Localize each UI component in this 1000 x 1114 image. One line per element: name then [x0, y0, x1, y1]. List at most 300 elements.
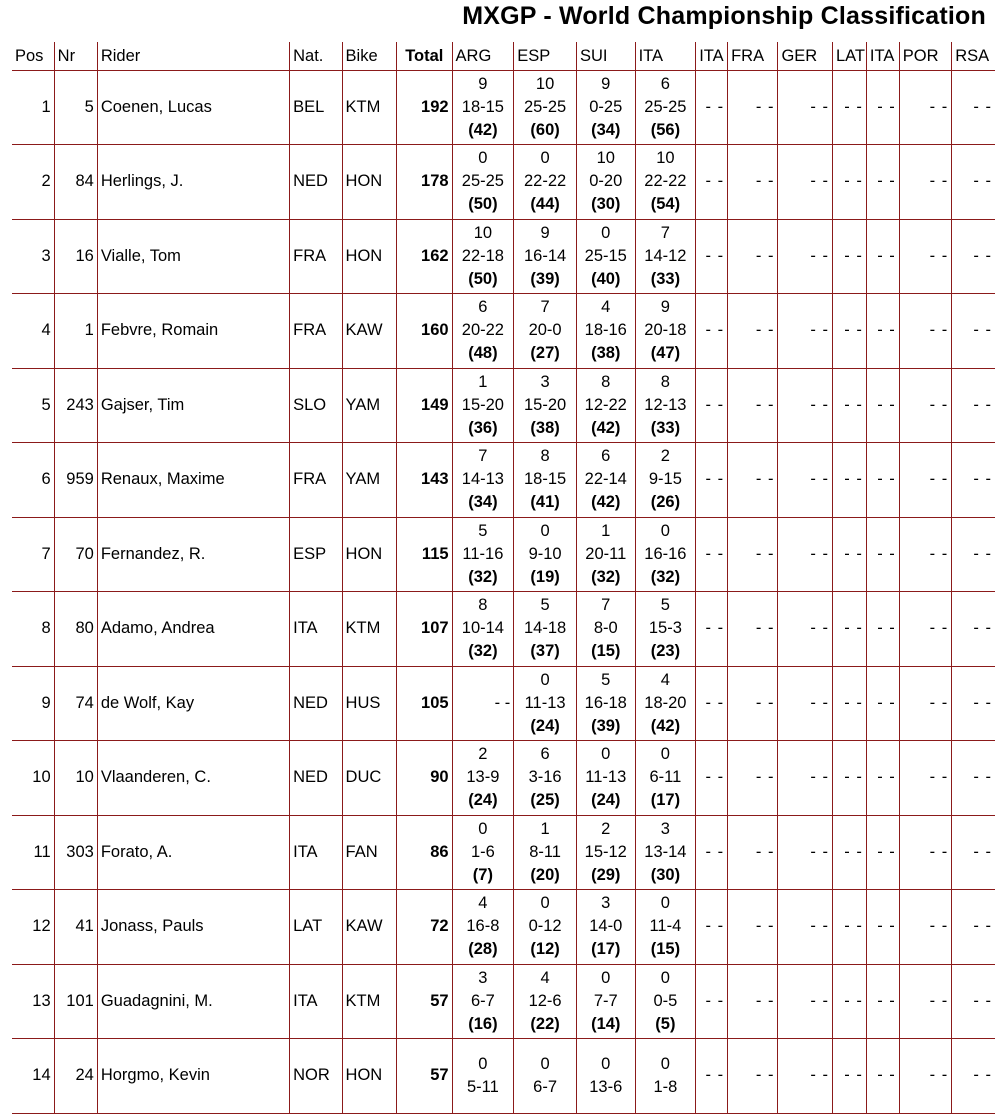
race-gp: 3 — [660, 819, 670, 838]
nr-cell: 243 — [54, 368, 97, 443]
race-heats: 11-4 — [649, 917, 682, 936]
total-cell: 57 — [397, 964, 453, 1039]
future-race-cell: - - — [952, 294, 995, 369]
race-gp: 5 — [540, 596, 550, 615]
race-points: (37) — [530, 642, 560, 661]
race-points: (26) — [650, 493, 681, 512]
race-heats: 11-16 — [462, 544, 504, 563]
race-cell — [576, 368, 635, 443]
race-cell — [576, 741, 635, 816]
future-race-cell: - - — [778, 666, 832, 741]
race-heats: 14-18 — [523, 619, 567, 638]
race-heats: 15-20 — [461, 395, 504, 414]
race-heats: 13-6 — [589, 1077, 623, 1096]
race-cell — [452, 592, 514, 667]
future-race-cell: - - — [696, 294, 728, 369]
rider-cell: Vlaanderen, C. — [97, 741, 289, 816]
table-row — [12, 145, 995, 220]
race-gp: 1 — [601, 521, 611, 540]
header-future-race-3: LAT — [832, 42, 866, 70]
race-gp: 8 — [540, 447, 550, 466]
race-cell — [576, 70, 635, 145]
future-race-cell: - - — [866, 517, 899, 592]
future-race-cell: - - — [952, 70, 995, 145]
future-race-cell: - - — [952, 1039, 995, 1114]
race-heats: 1-8 — [653, 1077, 678, 1096]
race-heats: 0-20 — [589, 172, 623, 191]
future-race-cell: - - — [778, 368, 832, 443]
total-cell: 86 — [397, 815, 453, 890]
race-cell — [635, 666, 696, 741]
future-race-cell: - - — [866, 219, 899, 294]
race-points: (42) — [591, 418, 621, 437]
bike-cell: HON — [342, 1039, 396, 1114]
race-cell — [635, 517, 696, 592]
race-heats: 22-14 — [584, 470, 627, 489]
race-cell — [452, 294, 514, 369]
race-gp: 0 — [540, 1054, 550, 1073]
race-heats: 10-14 — [461, 619, 504, 638]
race-heats: 8-0 — [593, 619, 618, 638]
future-race-cell: - - — [866, 70, 899, 145]
total-cell: 143 — [397, 443, 453, 518]
nat-cell: NOR — [290, 1039, 342, 1114]
race-cell — [635, 815, 696, 890]
future-race-cell: - - — [728, 517, 778, 592]
pos-cell: 4 — [12, 294, 54, 369]
race-points: (36) — [468, 418, 498, 437]
race-gp: 9 — [660, 298, 670, 317]
nr-cell: 10 — [54, 741, 97, 816]
header-future-race-0: ITA — [696, 42, 728, 70]
race-cell — [452, 741, 514, 816]
future-race-cell: - - — [866, 964, 899, 1039]
nat-cell: NED — [290, 666, 342, 741]
race-gp: 0 — [601, 223, 611, 242]
race-points: (40) — [591, 269, 621, 288]
race-heats: 9-15 — [648, 470, 682, 489]
race-gp: 1 — [540, 819, 550, 838]
header-future-race-1: FRA — [728, 42, 778, 70]
classification-table — [12, 42, 995, 1114]
race-points: (42) — [650, 716, 681, 735]
race-gp: 7 — [660, 223, 670, 242]
future-race-cell: - - — [899, 666, 951, 741]
header-rider: Rider — [97, 42, 289, 70]
nat-cell: ITA — [290, 815, 342, 890]
rider-cell: de Wolf, Kay — [97, 666, 289, 741]
rider-cell: Coenen, Lucas — [97, 70, 289, 145]
future-race-cell: - - — [952, 964, 995, 1039]
race-points: (39) — [530, 269, 560, 288]
future-race-cell: - - — [952, 890, 995, 965]
race-points: (7) — [472, 865, 493, 884]
table-row — [12, 70, 995, 145]
future-race-cell: - - — [952, 666, 995, 741]
bike-cell: FAN — [342, 815, 396, 890]
future-race-cell: - - — [696, 964, 728, 1039]
race-points: (17) — [650, 791, 681, 810]
bike-cell: HUS — [342, 666, 396, 741]
race-gp: 6 — [660, 74, 670, 93]
race-cell — [452, 368, 514, 443]
race-gp: 5 — [478, 521, 488, 540]
race-heats: 6-11 — [649, 768, 682, 787]
rider-cell: Renaux, Maxime — [97, 443, 289, 518]
race-points: (24) — [530, 716, 560, 735]
bike-cell: HON — [342, 219, 396, 294]
race-heats: 12-6 — [528, 991, 562, 1010]
future-race-cell: - - — [778, 443, 832, 518]
race-cell — [452, 219, 514, 294]
table-row — [12, 368, 995, 443]
race-heats: 18-15 — [461, 97, 504, 116]
future-race-cell: - - — [866, 666, 899, 741]
race-points: (20) — [530, 865, 560, 884]
header-future-race-2: GER — [778, 42, 832, 70]
total-cell: 162 — [397, 219, 453, 294]
future-race-cell: - - — [952, 219, 995, 294]
race-gp: 0 — [478, 1054, 488, 1073]
future-race-cell: - - — [728, 443, 778, 518]
race-heats: 16-16 — [644, 544, 687, 563]
race-points: (32) — [591, 567, 621, 586]
race-heats: 16-18 — [584, 693, 627, 712]
race-cell — [452, 145, 514, 220]
nr-cell: 24 — [54, 1039, 97, 1114]
race-gp: 0 — [540, 149, 550, 168]
race-heats: 1-6 — [470, 842, 495, 861]
race-cell — [514, 592, 577, 667]
race-gp: 2 — [478, 745, 488, 764]
table-body — [12, 70, 995, 1113]
nat-cell: FRA — [290, 294, 342, 369]
future-race-cell: - - — [728, 294, 778, 369]
race-cell — [452, 443, 514, 518]
future-race-cell: - - — [696, 368, 728, 443]
race-heats: 9-10 — [528, 544, 562, 563]
race-heats: 18-20 — [644, 693, 687, 712]
future-race-cell: - - — [778, 294, 832, 369]
race-gp: 7 — [540, 298, 550, 317]
rider-cell: Forato, A. — [97, 815, 289, 890]
future-race-cell: - - — [832, 517, 866, 592]
total-cell: 105 — [397, 666, 453, 741]
bike-cell: KAW — [342, 294, 396, 369]
rider-cell: Jonass, Pauls — [97, 890, 289, 965]
race-points: (42) — [468, 120, 498, 139]
race-gp: 10 — [596, 149, 615, 168]
future-race-cell: - - — [866, 592, 899, 667]
future-race-cell: - - — [696, 666, 728, 741]
race-gp: 6 — [478, 298, 488, 317]
header-nr: Nr — [54, 42, 97, 70]
race-heats: 12-13 — [644, 395, 687, 414]
race-heats: 20-18 — [644, 321, 687, 340]
future-race-cell: - - — [696, 592, 728, 667]
race-gp: 9 — [540, 223, 550, 242]
table-row — [12, 219, 995, 294]
nr-cell: 41 — [54, 890, 97, 965]
bike-cell: HON — [342, 517, 396, 592]
table-row — [12, 1039, 995, 1114]
race-points: (44) — [530, 195, 560, 214]
nat-cell: FRA — [290, 443, 342, 518]
future-race-cell: - - — [696, 815, 728, 890]
race-points: (38) — [591, 344, 621, 363]
future-race-cell: - - — [832, 70, 866, 145]
future-race-cell: - - — [778, 890, 832, 965]
nat-cell: LAT — [290, 890, 342, 965]
race-cell — [514, 443, 577, 518]
future-race-cell: - - — [866, 815, 899, 890]
pos-cell: 13 — [12, 964, 54, 1039]
table-row — [12, 517, 995, 592]
table-row — [12, 666, 995, 741]
future-race-cell: - - — [832, 443, 866, 518]
nr-cell: 80 — [54, 592, 97, 667]
rider-cell: Gajser, Tim — [97, 368, 289, 443]
pos-cell: 10 — [12, 741, 54, 816]
race-points: (30) — [591, 195, 621, 214]
future-race-cell: - - — [778, 145, 832, 220]
race-cell — [576, 964, 635, 1039]
race-points: (15) — [591, 642, 621, 661]
total-cell: 57 — [397, 1039, 453, 1114]
future-race-cell: - - — [899, 741, 951, 816]
future-race-cell: - - — [899, 70, 951, 145]
race-heats: 25-25 — [523, 97, 567, 116]
race-cell — [635, 145, 696, 220]
race-gp: 8 — [660, 372, 670, 391]
race-cell — [514, 1039, 577, 1114]
race-heats: 14-12 — [644, 246, 687, 265]
nr-cell: 74 — [54, 666, 97, 741]
race-cell — [452, 815, 514, 890]
race-heats: 20-0 — [528, 321, 562, 340]
future-race-cell: - - — [778, 70, 832, 145]
future-race-cell: - - — [696, 890, 728, 965]
race-gp: 3 — [478, 968, 488, 987]
race-gp: 0 — [660, 745, 670, 764]
race-points: (29) — [591, 865, 621, 884]
table-row — [12, 294, 995, 369]
race-points: (24) — [468, 791, 498, 810]
table-row — [12, 443, 995, 518]
race-points: (34) — [591, 120, 621, 139]
race-heats: 11-13 — [585, 768, 627, 787]
race-points: (25) — [530, 791, 560, 810]
race-cell — [635, 890, 696, 965]
race-heats: 14-13 — [461, 470, 504, 489]
race-cell — [576, 294, 635, 369]
bike-cell: YAM — [342, 443, 396, 518]
future-race-cell: - - — [899, 1039, 951, 1114]
header-race-1: ESP — [514, 42, 577, 70]
future-race-cell: - - — [866, 741, 899, 816]
future-race-cell: - - — [899, 592, 951, 667]
race-cell — [452, 964, 514, 1039]
future-race-cell: - - — [696, 741, 728, 816]
bike-cell: YAM — [342, 368, 396, 443]
future-race-cell: - - — [866, 368, 899, 443]
table-row — [12, 890, 995, 965]
race-cell — [576, 443, 635, 518]
future-race-cell: - - — [899, 368, 951, 443]
future-race-cell: - - — [728, 666, 778, 741]
race-points: (17) — [591, 940, 621, 959]
table-header — [12, 42, 995, 70]
race-gp: 7 — [478, 447, 488, 466]
header-race-0: ARG — [452, 42, 514, 70]
future-race-cell: - - — [899, 517, 951, 592]
race-heats: 22-18 — [461, 246, 504, 265]
future-race-cell: - - — [728, 368, 778, 443]
race-heats: 22-22 — [523, 172, 567, 191]
future-race-cell: - - — [899, 815, 951, 890]
future-race-cell: - - — [832, 741, 866, 816]
race-points: (33) — [650, 418, 681, 437]
race-gp: 10 — [656, 149, 675, 168]
total-cell: 160 — [397, 294, 453, 369]
race-gp: 9 — [478, 74, 488, 93]
future-race-cell: - - — [696, 219, 728, 294]
race-points: (32) — [650, 567, 681, 586]
header-race-3: ITA — [635, 42, 696, 70]
race-heats: 18-16 — [584, 321, 627, 340]
race-gp: 3 — [540, 372, 550, 391]
race-cell — [635, 70, 696, 145]
future-race-cell: - - — [728, 145, 778, 220]
future-race-cell: - - — [899, 443, 951, 518]
race-heats: 0-25 — [589, 97, 623, 116]
future-race-cell: - - — [866, 1039, 899, 1114]
race-gp: 2 — [660, 447, 670, 466]
future-race-cell: - - — [728, 964, 778, 1039]
future-race-cell: - - — [832, 219, 866, 294]
future-race-cell: - - — [832, 1039, 866, 1114]
nr-cell: 101 — [54, 964, 97, 1039]
race-heats: 25-25 — [644, 97, 687, 116]
race-heats: 6-7 — [533, 1077, 558, 1096]
total-cell: 72 — [397, 890, 453, 965]
race-cell — [452, 70, 514, 145]
race-gp: 7 — [601, 596, 611, 615]
future-race-cell: - - — [952, 517, 995, 592]
header-future-race-5: POR — [899, 42, 951, 70]
future-race-cell: - - — [728, 70, 778, 145]
race-gp: 8 — [478, 596, 488, 615]
future-race-cell: - - — [832, 890, 866, 965]
race-gp: 0 — [540, 894, 550, 913]
future-race-cell: - - — [832, 964, 866, 1039]
race-points: (34) — [468, 493, 498, 512]
race-gp: 0 — [660, 521, 670, 540]
future-race-cell: - - — [696, 145, 728, 220]
race-cell — [514, 666, 577, 741]
future-race-cell: - - — [866, 294, 899, 369]
race-cell — [514, 294, 577, 369]
future-race-cell: - - — [696, 443, 728, 518]
race-heats: 20-22 — [461, 321, 504, 340]
future-race-cell: - - — [952, 592, 995, 667]
future-race-cell: - - — [778, 741, 832, 816]
race-gp: 5 — [601, 670, 611, 689]
race-cell-empty: - - — [452, 666, 514, 741]
nat-cell: ITA — [290, 964, 342, 1039]
nr-cell: 303 — [54, 815, 97, 890]
nat-cell: BEL — [290, 70, 342, 145]
pos-cell: 2 — [12, 145, 54, 220]
nat-cell: ESP — [290, 517, 342, 592]
bike-cell: HON — [342, 145, 396, 220]
future-race-cell: - - — [899, 219, 951, 294]
header-row — [12, 42, 995, 70]
race-cell — [514, 368, 577, 443]
race-points: (50) — [468, 195, 498, 214]
header-future-race-6: RSA — [952, 42, 995, 70]
pos-cell: 3 — [12, 219, 54, 294]
race-heats: 15-3 — [648, 619, 682, 638]
pos-cell: 6 — [12, 443, 54, 518]
race-points: (56) — [650, 120, 681, 139]
bike-cell: DUC — [342, 741, 396, 816]
nr-cell: 16 — [54, 219, 97, 294]
pos-cell: 1 — [12, 70, 54, 145]
race-cell — [514, 219, 577, 294]
race-points: (30) — [650, 865, 681, 884]
total-cell: 178 — [397, 145, 453, 220]
future-race-cell: - - — [696, 517, 728, 592]
race-heats: 14-0 — [589, 917, 623, 936]
future-race-cell: - - — [952, 741, 995, 816]
race-heats: 6-7 — [470, 991, 495, 1010]
race-heats: 20-11 — [585, 544, 627, 563]
future-race-cell: - - — [832, 815, 866, 890]
race-gp: 10 — [535, 74, 555, 93]
race-points: (14) — [591, 1014, 621, 1033]
nr-cell: 1 — [54, 294, 97, 369]
nat-cell: ITA — [290, 592, 342, 667]
race-points: (41) — [530, 493, 560, 512]
race-points: (5) — [655, 1014, 676, 1033]
nat-cell: NED — [290, 741, 342, 816]
race-cell — [576, 592, 635, 667]
future-race-cell: - - — [728, 815, 778, 890]
pos-cell: 14 — [12, 1039, 54, 1114]
race-cell — [452, 517, 514, 592]
future-race-cell: - - — [778, 964, 832, 1039]
rider-cell: Adamo, Andrea — [97, 592, 289, 667]
race-cell — [576, 666, 635, 741]
race-gp: 3 — [601, 894, 611, 913]
future-race-cell: - - — [832, 145, 866, 220]
race-points: (54) — [650, 195, 681, 214]
race-gp: 0 — [601, 745, 611, 764]
future-race-cell: - - — [899, 890, 951, 965]
race-heats: 22-22 — [644, 172, 687, 191]
race-gp: 0 — [478, 149, 488, 168]
header-bike: Bike — [342, 42, 396, 70]
future-race-cell: - - — [899, 294, 951, 369]
pos-cell: 12 — [12, 890, 54, 965]
future-race-cell: - - — [899, 964, 951, 1039]
total-cell: 192 — [397, 70, 453, 145]
future-race-cell: - - — [728, 1039, 778, 1114]
rider-cell: Horgmo, Kevin — [97, 1039, 289, 1114]
race-cell — [576, 815, 635, 890]
race-gp: 0 — [660, 1054, 670, 1073]
